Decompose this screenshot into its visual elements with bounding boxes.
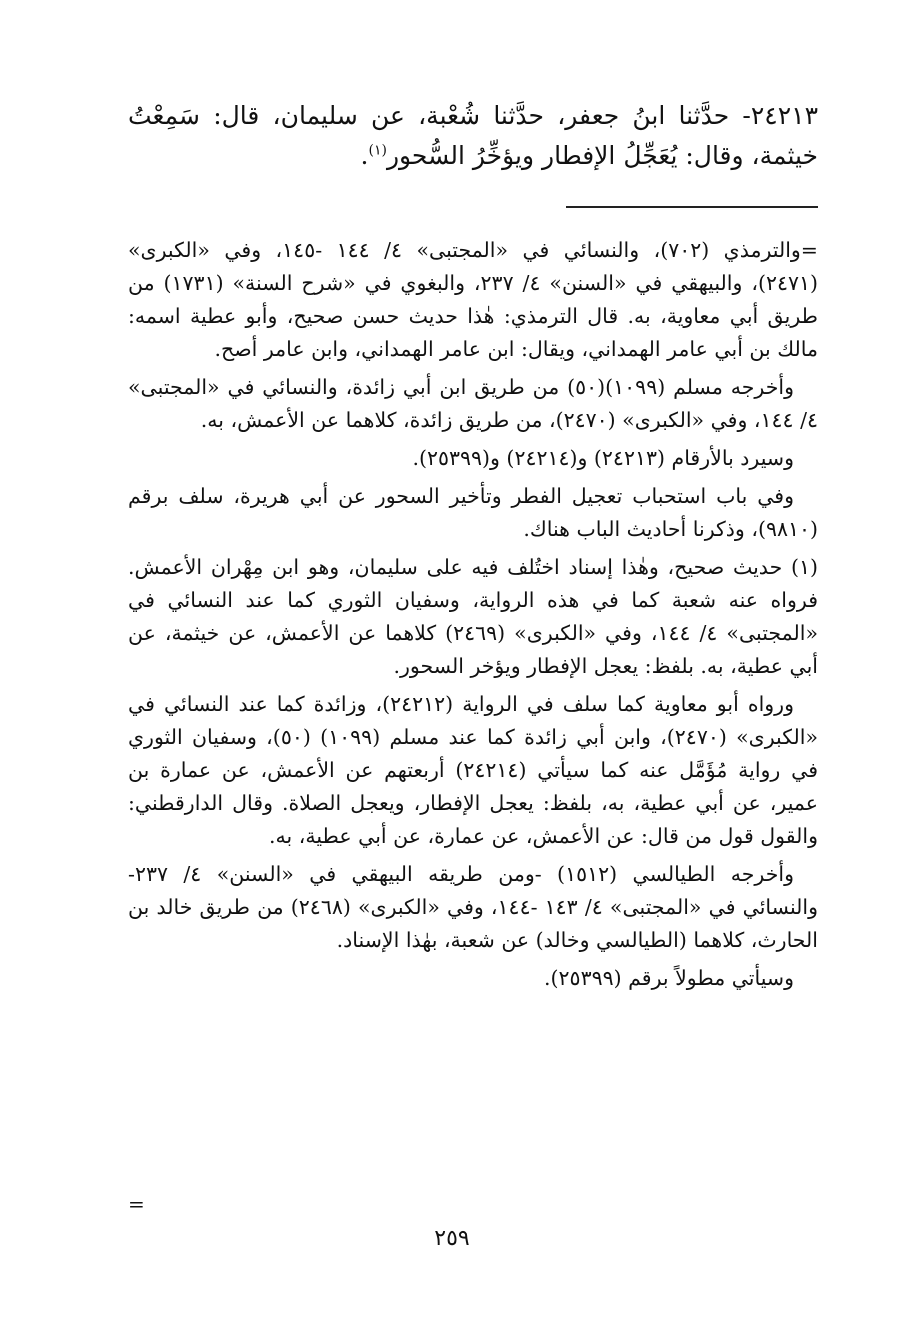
footnote-ref: (١) [368, 142, 387, 159]
note-paragraph: وفي باب استحباب تعجيل الفطر وتأخير السحور عن أبي هريرة، سلف برقم (٩٨١٠)، وذكرنا أحاديث الباب هناك. [128, 484, 818, 541]
note-paragraph: وأخرجه مسلم (١٠٩٩)(٥٠) من طريق ابن أبي زائدة، والنسائي في «المجتبى» ٤/ ١٤٤، وفي «الكبرى» (٢٤٧٠)، من طريق زائدة، كلاهما عن الأعمش، به. [128, 375, 818, 432]
continuation-mark: = [128, 1192, 145, 1216]
footnote-paragraph: (١) حديث صحيح، وهٰذا إسناد اختُلف فيه على سليمان، وهو ابن مِهْران الأعمش. فرواه عنه شعبة كما في هذه الرواية، وسفيان الثوري كما عند النسائي في «المجتبى» ٤/ ١٤٤، وفي «الكبرى» (٢٤٦٩) كلاهما عن الأعمش، عن خيثمة، عن أبي عطية، به. بلفظ: يعجل الإفطار ويؤخر السحور. [128, 555, 818, 678]
hadith-text [128, 96, 818, 176]
footnote-paragraph: وأخرجه الطيالسي (١٥١٢) -ومن طريقه البيهقي في «السنن» ٤/ ٢٣٧- والنسائي في «المجتبى» ٤/ ١٤٣ -١٤٤، وفي «الكبرى» (٢٤٦٨) من طريق خالد بن الحارث، كلاهما (الطيالسي وخالد) عن شعبة، بهٰذا الإسناد. [128, 862, 818, 952]
note-paragraph: وسيرد بالأرقام (٢٤٢١٣) و(٢٤٢١٤) و(٢٥٣٩٩). [412, 446, 794, 470]
footnote-paragraph: وسيأتي مطولاً برقم (٢٥٣٩٩). [544, 966, 794, 990]
footnote-paragraph: ورواه أبو معاوية كما سلف في الرواية (٢٤٢١٢)، وزائدة كما عند النسائي في «الكبرى» (٢٤٧٠)، وابن أبي زائدة كما عند مسلم (١٠٩٩) (٥٠)، وسفيان الثوري في رواية مُؤَمَّل عنه كما سيأتي (٢٤٢١٤) أربعتهم عن الأعمش، عن عمارة بن عمير، عن أبي عطية، به، بلفظ: يعجل الإفطار، ويعجل الصلاة. وقال الدارقطني: والقول قول من قال: عن الأعمش، عن عمارة، عن أبي عطية، به. [128, 692, 819, 848]
page-number: ٢٥٩ [434, 1226, 470, 1251]
hadith-body: ٢٤٢١٣- حدَّثنا ابنُ جعفر، حدَّثنا شُعْبة، عن سليمان، قال: سَمِعْتُ خيثمة، وقال: يُعَجِّلُ الإفطار ويؤخِّرُ السُّحور [128, 101, 818, 170]
notes-section [128, 234, 818, 995]
hadith-end: . [360, 141, 369, 170]
footnote-separator [566, 206, 818, 208]
page-body [128, 96, 818, 1000]
note-paragraph: =والترمذي (٧٠٢)، والنسائي في «المجتبى» ٤/ ١٤٤ -١٤٥، وفي «الكبرى» (٢٤٧١)، والبيهقي في «السنن» ٤/ ٢٣٧، والبغوي في «شرح السنة» (١٧٣١) من طريق أبي معاوية، به. قال الترمذي: هٰذا حديث حسن صحيح، وأبو عطية اسمه: مالك بن أبي عامر الهمداني، ويقال: ابن عامر الهمداني، وابن عامر أصح. [128, 238, 818, 361]
